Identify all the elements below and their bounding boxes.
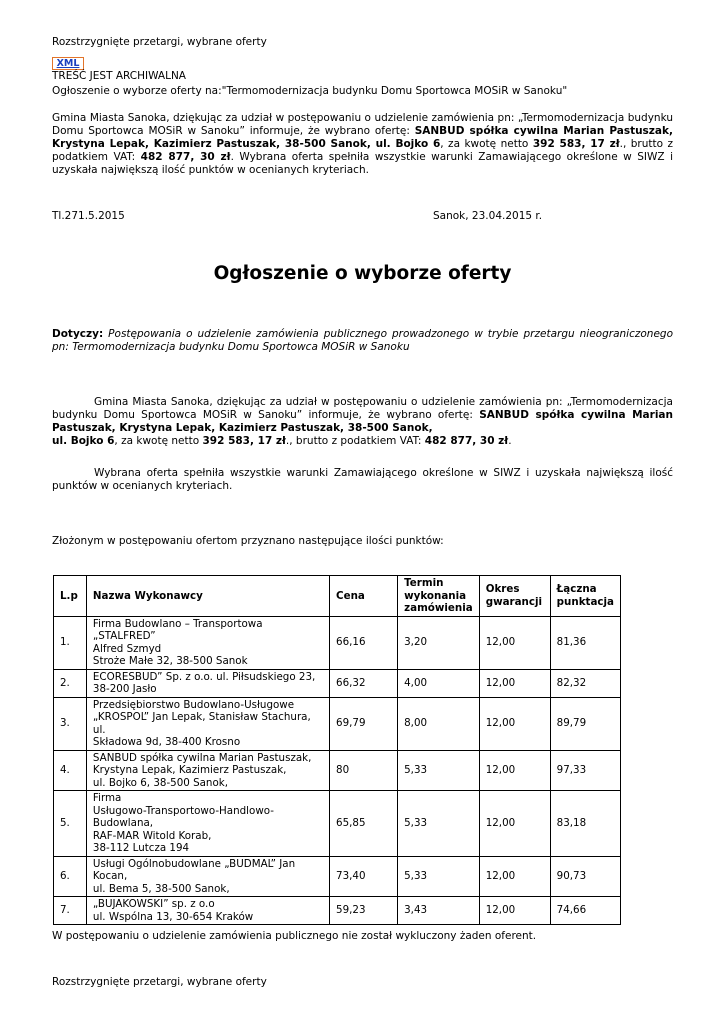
- row-name-line: SANBUD spółka cywilna Marian Pastuszak,: [92, 751, 312, 764]
- table-row: [54, 697, 621, 750]
- row-warranty: 12,00: [479, 669, 550, 697]
- row-name: [86, 616, 329, 669]
- row-price: 80: [330, 750, 398, 791]
- notice-heading: Ogłoszenie o wyborze oferty na:"Termomodernizacja budynku Domu Sportowca MOSiR w Sanoku": [52, 85, 568, 97]
- table-row: [54, 750, 621, 791]
- row-warranty: 12,00: [479, 697, 550, 750]
- col-term: Termin wykonania zamówienia: [398, 576, 480, 617]
- table-row: [54, 856, 621, 897]
- row-price: 59,23: [330, 897, 398, 925]
- row-name-line: Przedsiębiorstwo Budowlano-Usługowe: [92, 698, 295, 711]
- row-total: 74,66: [550, 897, 620, 925]
- row-term: 8,00: [398, 697, 480, 750]
- row-lp: 6.: [54, 856, 87, 897]
- document-title: Ogłoszenie o wyborze oferty: [213, 263, 512, 284]
- row-name-line: Składowa 9d, 38-400 Krosno: [92, 736, 241, 748]
- table-row: [54, 616, 621, 669]
- points-intro: Złożonym w postępowaniu ofertom przyznano następujące ilości punktów:: [52, 535, 444, 547]
- summary-paragraph: Gmina Miasta Sanoka, dziękując za udział w postępowaniu o udzielenie zamówienia pn: „Termomodernizacja budynku Domu Sportowca MOSiR w Sanoku” informuje, że wybrano ofertę: SANBUD spółka cywilna Marian Pastuszak, Krystyna Lepak, Kazimierz Pastuszak, 38-500 Sanok, ul. Bojko 6, za kwotę netto 392 583, 17 zł., brutto z podatkiem VAT: 482 877, 30 zł. Wybrana oferta spełniła wszystkie warunki Zamawiającego określone w SIWZ i uzyskała największą ilość punktów w ocenianych kryteriach.: [52, 112, 674, 176]
- row-warranty: 12,00: [479, 616, 550, 669]
- row-name-line: ul. Bojko 6, 38-500 Sanok,: [92, 776, 228, 789]
- row-name: [86, 856, 329, 897]
- row-name: [86, 791, 329, 857]
- row-name: [86, 697, 329, 750]
- row-name-line: ul. Wspólna 13, 30-654 Kraków: [92, 910, 254, 923]
- row-lp: 4.: [54, 750, 87, 791]
- col-total: Łączna punktacja: [550, 576, 620, 617]
- row-price: 73,40: [330, 856, 398, 897]
- row-total: 97,33: [550, 750, 620, 791]
- decision-paragraph: Gmina Miasta Sanoka, dziękując za udział w postępowaniu o udzielenie zamówienia pn: „Termomodernizacja budynku Domu Sportowca MOSiR w Sanoku” informuje, że wybrano ofertę: SANBUD spółka cywilna Marian Pastuszak, Krystyna Lepak, Kazimierz Pastuszak, 38-500 Sanok, ul. Bojko 6, za kwotę netto 392 583, 17 zł., brutto z podatkiem VAT: 482 877, 30 zł.: [52, 396, 673, 447]
- reference-number: Tl.271.5.2015: [52, 210, 125, 222]
- row-name-line: Firma Budowlano – Transportowa „STALFRED”: [92, 617, 263, 642]
- row-name-line: ECORESBUD” Sp. z o.o. ul. Piłsudskiego 23,: [92, 670, 316, 683]
- row-lp: 3.: [54, 697, 87, 750]
- row-total: 83,18: [550, 791, 620, 857]
- row-lp: 5.: [54, 791, 87, 857]
- row-price: 65,85: [330, 791, 398, 857]
- row-term: 5,33: [398, 750, 480, 791]
- footer-breadcrumb: Rozstrzygnięte przetargi, wybrane oferty: [52, 976, 267, 988]
- row-name-line: 38-200 Jasło: [92, 683, 157, 695]
- table-row: [54, 791, 621, 857]
- conditions-paragraph: Wybrana oferta spełniła wszystkie warunki Zamawiającego określone w SIWZ i uzyskała największą ilość punktów w ocenianych kryteriach.: [52, 467, 673, 492]
- xml-link[interactable]: XML: [52, 57, 84, 70]
- row-warranty: 12,00: [479, 897, 550, 925]
- table-row: [54, 897, 621, 925]
- row-name-line: Alfred Szmyd: [92, 642, 162, 655]
- col-warranty: Okres gwarancji: [479, 576, 550, 617]
- row-term: 4,00: [398, 669, 480, 697]
- table-header-row: [54, 576, 621, 617]
- concerning-paragraph: Dotyczy: Postępowania o udzielenie zamówienia publicznego prowadzonego w trybie przetargu nieograniczonego pn: Termomodernizacja budynku Domu Sportowca MOSiR w Sanoku: [52, 328, 673, 353]
- row-name-line: ul. Bema 5, 38-500 Sanok,: [92, 882, 230, 895]
- row-total: 82,32: [550, 669, 620, 697]
- row-price: 66,16: [330, 616, 398, 669]
- row-name-line: Firma: [92, 792, 122, 804]
- row-name-line: Stroże Małe 32, 38-500 Sanok: [92, 655, 248, 667]
- row-total: 81,36: [550, 616, 620, 669]
- row-name-line: Krystyna Lepak, Kazimierz Pastuszak,: [92, 764, 287, 776]
- row-warranty: 12,00: [479, 856, 550, 897]
- row-warranty: 12,00: [479, 791, 550, 857]
- exclusion-note: W postępowaniu o udzielenie zamówienia publicznego nie został wykluczony żaden oferent.: [52, 930, 537, 942]
- row-term: 5,33: [398, 856, 480, 897]
- row-price: 69,79: [330, 697, 398, 750]
- row-lp: 2.: [54, 669, 87, 697]
- place-date: Sanok, 23.04.2015 r.: [433, 210, 543, 222]
- row-price: 66,32: [330, 669, 398, 697]
- row-name-line: Usługowo-Transportowo-Handlowo-Budowlana,: [92, 804, 274, 829]
- col-lp: L.p: [54, 576, 87, 617]
- row-name-line: Usługi Ogólnobudowlane „BUDMAL” Jan Kocan,: [92, 857, 296, 882]
- results-table: [53, 575, 621, 925]
- row-name: [86, 897, 329, 925]
- row-name-line: „BUJAKOWSKI” sp. z o.o: [92, 898, 215, 910]
- row-term: 3,20: [398, 616, 480, 669]
- row-total: 90,73: [550, 856, 620, 897]
- row-name-line: 38-112 Lutcza 194: [92, 842, 190, 854]
- row-name-line: „KROSPOL” Jan Lepak, Stanisław Stachura, ul.: [92, 711, 311, 736]
- row-lp: 1.: [54, 616, 87, 669]
- archival-notice: TREŚĆ JEST ARCHIWALNA: [52, 70, 186, 82]
- row-name: [86, 669, 329, 697]
- row-term: 3,43: [398, 897, 480, 925]
- table-row: [54, 669, 621, 697]
- row-term: 5,33: [398, 791, 480, 857]
- row-name: [86, 750, 329, 791]
- row-total: 89,79: [550, 697, 620, 750]
- row-warranty: 12,00: [479, 750, 550, 791]
- col-price: Cena: [330, 576, 398, 617]
- breadcrumb: Rozstrzygnięte przetargi, wybrane oferty: [52, 36, 267, 48]
- row-name-line: RAF-MAR Witold Korab,: [92, 829, 212, 842]
- row-lp: 7.: [54, 897, 87, 925]
- col-name: Nazwa Wykonawcy: [86, 576, 329, 617]
